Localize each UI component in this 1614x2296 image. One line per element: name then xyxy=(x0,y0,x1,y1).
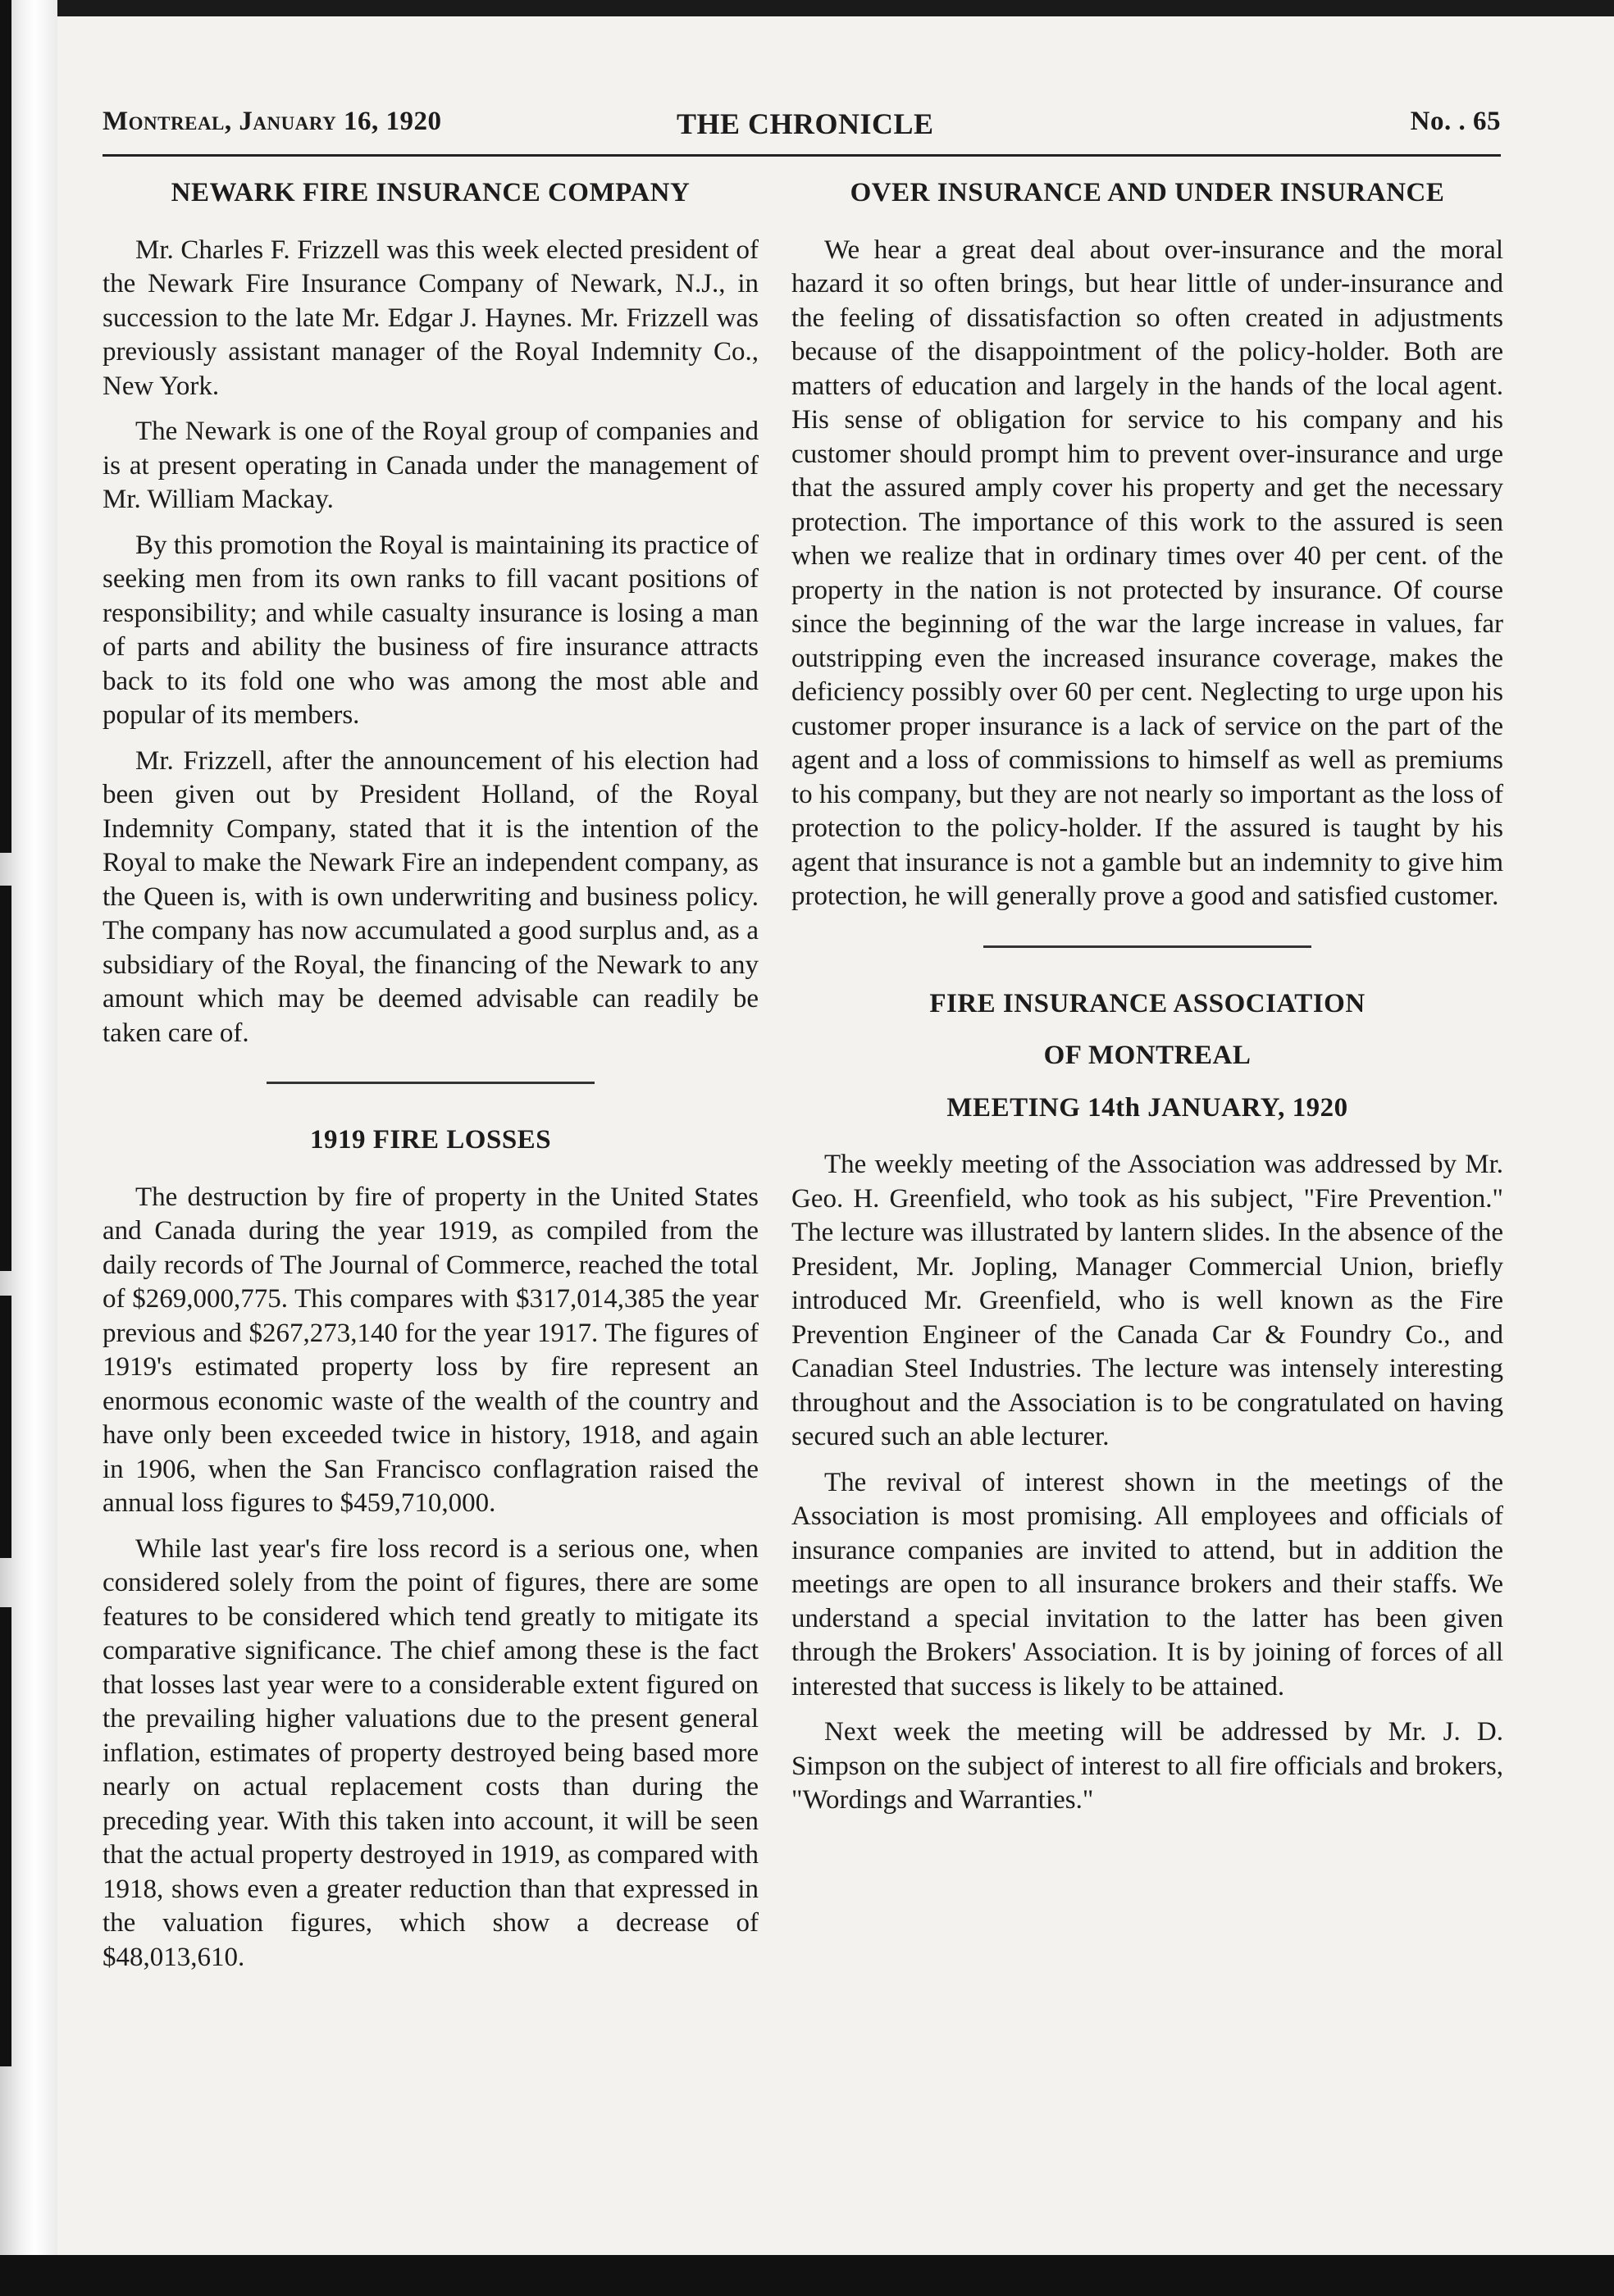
binding-gutter xyxy=(0,0,57,2296)
article-paragraph: Next week the meeting will be addressed by Mr. J. D. Simpson on the subject of interest to all fire officials and brokers, "Wordings and Warranties." xyxy=(791,1717,1503,1815)
section-divider xyxy=(983,945,1311,948)
header-dateline: Montreal, January 16, 1920 xyxy=(103,107,442,136)
newspaper-page xyxy=(57,16,1614,2255)
gutter-edge-mark xyxy=(0,0,11,853)
article-title: OVER INSURANCE AND UNDER INSURANCE xyxy=(850,178,1445,207)
article-title: FIRE INSURANCE ASSOCIATION xyxy=(929,988,1366,1018)
header-rule xyxy=(103,154,1501,157)
article-paragraph: Mr. Frizzell, after the announcement of his election had been given out by President Holland, of the Royal Indemnity Company, stated that it is the intention of the Royal to make the Newark Fire an independent company, as the Queen is, with is own underwriting and business policy. The company has now accumulated a good surplus and, as a subsidiary of the Royal, the financing of the Newark to any amount which may be deemed advisable can readily be taken care of. xyxy=(103,745,759,1048)
article-title: NEWARK FIRE INSURANCE COMPANY xyxy=(171,178,691,207)
header-page-number: No. . 65 xyxy=(1410,107,1501,136)
article-paragraph: We hear a great deal about over-insurance and the moral hazard it so often brings, but hear little of under-insurance and the feeling of dissatisfaction so often created in adjustments because of the disappointment of the policy-holder. Both are matters of education and largely in the hands of the local agent. His sense of obligation for service to his company and his customer should prompt him to prevent over-insurance and urge that the assured amply cover his property and get the necessary protection. The importance of this work to the assured is seen when we realize that in ordinary times over 40 per cent. of the property in the nation is not protected by insurance. Of course since the beginning of the war the large increase in values, far outstripping even the increased insurance coverage, makes the deficiency possibly over 60 per cent. Neglecting to urge upon his customer proper insurance is a lack of service on the part of the agent and a loss of commissions to himself as well as premiums to his company, but they are not nearly so important as the loss of protection to the policy-holder. If the assured is taught by his agent that insurance is not a gamble but an indemnity to give him protection, he will generally prove a good and satisfied customer. xyxy=(791,235,1503,911)
article-paragraph: By this promotion the Royal is maintaining its practice of seeking men from its own ranks to fill vacant positions of responsibility; and while casualty insurance is losing a man of parts and ability the business of fire insurance attracts back to its fold one who was among the most able and popular of its members. xyxy=(103,530,759,730)
article-paragraph: The revival of interest shown in the meetings of the Association is most promising. All employees and officials of insurance companies are invited to attend, but in addition the meetings are open to all insurance brokers and their staffs. We understand a special invitation to the latter has been given through the Brokers' Association. It is by joining of forces of all interested that success is likely to be attained. xyxy=(791,1467,1503,1702)
article-paragraph: Mr. Charles F. Frizzell was this week elected president of the Newark Fire Insurance Company of Newark, N.J., in succession to the late Mr. Edgar J. Haynes. Mr. Frizzell was previously assistant manager of the Royal Indemnity Co., New York. xyxy=(103,235,759,401)
gutter-edge-mark xyxy=(0,886,11,1271)
article-title: 1919 FIRE LOSSES xyxy=(309,1125,552,1155)
article-paragraph: The destruction by fire of property in the United States and Canada during the year 1919, as compiled from the daily records of The Journal of Commerce, reached the total of $269,000,775. This compares with $317,014,385 the year previous and $267,273,140 for the year 1917. The figures of 1919's estimated property loss by fire represent an enormous economic waste of the wealth of the country and have only been exceeded twice in history, 1918, and again in 1906, when the San Francisco conflagration raised the annual loss figures to $459,710,000. xyxy=(103,1182,759,1518)
article-subtitle: MEETING 14th JANUARY, 1920 xyxy=(946,1092,1348,1123)
left-column xyxy=(103,176,759,1986)
page-header xyxy=(103,107,1501,156)
section-divider xyxy=(267,1082,595,1084)
article-title-line2: OF MONTREAL xyxy=(1043,1041,1252,1070)
article-paragraph: The weekly meeting of the Association was addressed by Mr. Geo. H. Greenfield, who took as his subject, "Fire Prevention." The lecture was illustrated by lantern slides. In the absence of the President, Mr. Jopling, Manager Commercial Union, briefly introduced Mr. Greenfield, who is well known as the Fire Prevention Engineer of the Canada Car & Foundry Co., and Canadian Steel Industries. The lecture was intensely interesting throughout and the Association is to be congratulated on having secured such an able lecturer. xyxy=(791,1150,1503,1451)
gutter-edge-mark xyxy=(0,1296,11,1558)
header-publication-title: THE CHRONICLE xyxy=(677,107,934,140)
gutter-edge-mark xyxy=(0,1607,11,2066)
article-paragraph: The Newark is one of the Royal group of companies and is at present operating in Canada under the management of Mr. William Mackay. xyxy=(103,417,759,514)
article-paragraph: While last year's fire loss record is a serious one, when considered solely from the point of figures, there are some features to be considered which tend greatly to mitigate its comparative significance. The chief among these is the fact that losses last year were to a considerable extent figured on the prevailing higher valuations due to the present general inflation, estimates of property destroyed being based more nearly on actual replacement costs than during the preceding year. With this taken into account, it will be seen that the actual property destroyed in 1919, as compared with 1918, shows even a greater reduction than that expressed in the valuation figures, which show a decrease of $48,013,610. xyxy=(103,1533,759,1972)
right-column xyxy=(791,176,1503,1829)
scan-bottom-edge xyxy=(0,2255,1614,2296)
